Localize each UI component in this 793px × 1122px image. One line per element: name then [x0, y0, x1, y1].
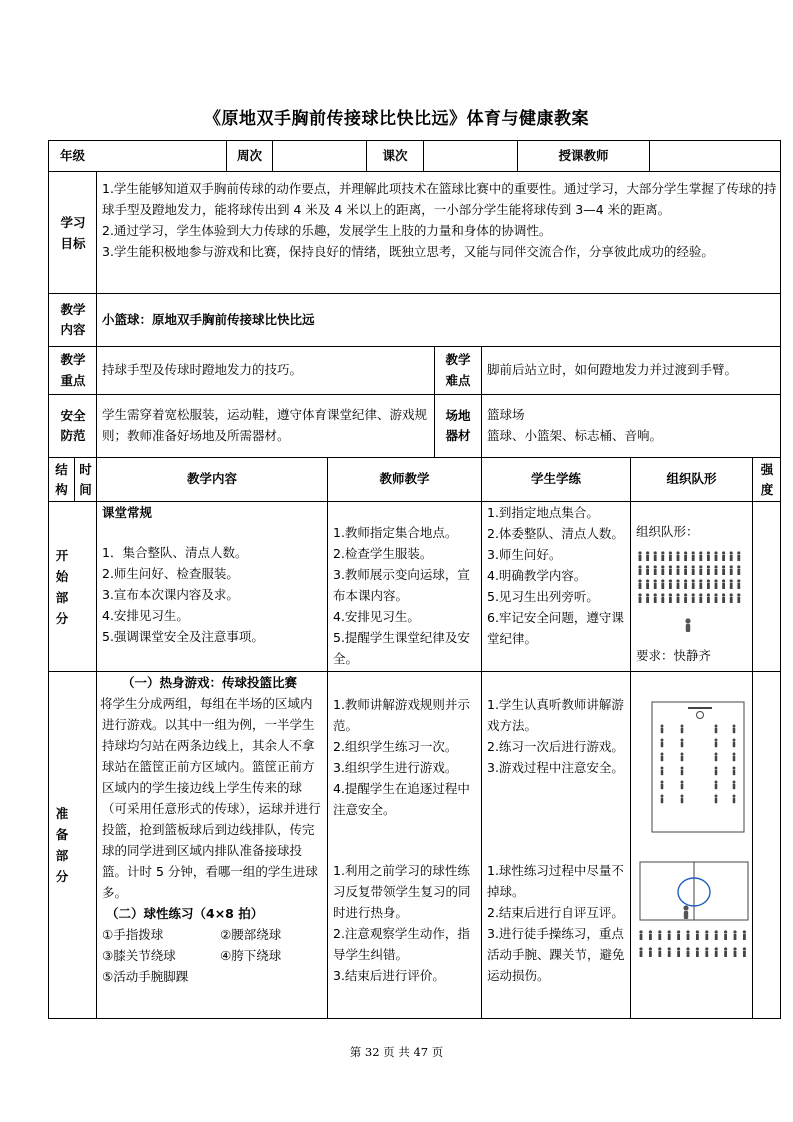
person-icon — [661, 798, 664, 803]
drill-court-diagram — [636, 858, 752, 970]
person-icon — [668, 930, 671, 933]
safety-label: 安全防范 — [60, 407, 86, 443]
person-icon — [681, 784, 684, 789]
person-icon — [743, 934, 746, 940]
col-organization: 组织队形 — [666, 471, 717, 487]
start-student-item: 4.明确教学内容。 — [487, 568, 587, 583]
objectives-list — [102, 178, 778, 262]
person-icon — [737, 593, 740, 596]
start-teacher-item: 2.检查学生服装。 — [333, 546, 433, 561]
person-icon — [743, 951, 746, 957]
prep-teacher-b — [333, 860, 478, 986]
week-label: 周次 — [236, 147, 262, 163]
person-icon — [692, 597, 695, 603]
person-icon — [661, 767, 664, 770]
start-content-item: 2.师生问好、检查服装。 — [102, 566, 239, 581]
person-icon — [715, 569, 718, 575]
person-icon — [639, 947, 642, 950]
person-icon — [681, 795, 684, 798]
person-icon — [737, 551, 740, 554]
person-icon — [649, 947, 652, 950]
start-content-title: 课堂常规 — [102, 505, 153, 520]
person-icon — [692, 579, 695, 582]
person-icon — [669, 551, 672, 554]
person-icon — [724, 947, 727, 950]
person-icon — [676, 593, 679, 596]
person-icon — [699, 597, 702, 603]
person-icon — [696, 951, 699, 957]
person-icon — [639, 569, 642, 575]
person-icon — [730, 565, 733, 568]
person-icon — [661, 555, 664, 561]
person-icon — [734, 934, 737, 940]
prep-student-item: 1.学生认真听教师讲解游戏方法。 — [487, 697, 624, 733]
prep-teacher-item: 1.利用之前学习的球性练习反复带领学生复习的同时进行热身。 — [333, 863, 471, 920]
person-icon — [715, 947, 718, 950]
prep-student-item: 2.练习一次后进行游戏。 — [487, 739, 624, 754]
person-icon — [743, 947, 746, 950]
person-icon — [715, 728, 718, 733]
start-teacher-item: 4.安排见习生。 — [333, 609, 420, 624]
person-icon — [661, 753, 664, 756]
person-icon — [737, 597, 740, 603]
person-icon — [661, 784, 664, 789]
person-icon — [677, 934, 680, 940]
person-icon — [722, 555, 725, 561]
person-icon — [668, 947, 671, 950]
col-structure: 结构 — [55, 461, 68, 497]
prep-content — [102, 672, 324, 987]
drill-item: ①手指拨球 — [102, 927, 164, 942]
person-icon — [715, 555, 718, 561]
person-icon — [654, 579, 657, 582]
drill-item: ⑤活动手腕脚踝 — [102, 969, 189, 984]
person-icon — [733, 753, 736, 756]
person-icon — [654, 555, 657, 561]
person-icon — [681, 725, 684, 728]
person-icon — [669, 597, 672, 603]
person-icon — [715, 597, 718, 603]
person-icon — [715, 798, 718, 803]
prep-teacher-item: 4.提醒学生在追逐过程中注意安全。 — [333, 781, 470, 817]
person-icon — [669, 583, 672, 589]
person-icon — [722, 593, 725, 596]
person-icon — [705, 947, 708, 950]
start-part-label: 开始部分 — [55, 547, 69, 626]
person-icon — [699, 583, 702, 589]
person-icon — [696, 934, 699, 940]
person-icon — [705, 951, 708, 957]
person-icon — [661, 583, 664, 589]
prep-part-label: 准备部分 — [55, 806, 69, 884]
person-icon — [638, 579, 641, 582]
lesson-label: 课次 — [382, 147, 408, 163]
person-icon — [654, 551, 657, 554]
document-title: 《原地双手胸前传接球比快比远》体育与健康教案 — [204, 109, 589, 129]
person-icon — [668, 934, 671, 940]
person-icon — [730, 551, 733, 554]
person-icon — [661, 739, 664, 742]
prep-student-item: 3.进行徒手操练习，重点活动手腕、踝关节，避免运动损伤。 — [487, 926, 625, 983]
person-icon — [646, 569, 649, 575]
person-icon — [668, 951, 671, 957]
prep-teacher-item: 1.教师讲解游戏规则并示范。 — [333, 697, 470, 733]
person-icon — [649, 934, 652, 940]
teacher-value — [650, 141, 780, 171]
person-icon — [661, 725, 664, 728]
person-icon — [707, 551, 710, 554]
person-icon — [681, 798, 684, 803]
person-icon — [658, 947, 661, 950]
person-icon — [640, 934, 643, 940]
person-icon — [737, 579, 740, 582]
prep-student-a — [487, 694, 628, 778]
person-icon — [677, 951, 680, 957]
difficulty-value: 脚前后站立时，如何蹬地发力并过渡到手臂。 — [487, 362, 738, 378]
person-icon — [733, 742, 736, 747]
start-teacher — [333, 522, 478, 669]
person-icon — [684, 593, 687, 596]
person-icon — [707, 555, 710, 561]
person-icon — [692, 593, 695, 596]
start-teacher-item: 1.教师指定集合地点。 — [333, 525, 458, 540]
key-points-label: 教学重点 — [60, 352, 86, 388]
venue-label: 场地器材 — [445, 407, 471, 443]
person-icon — [699, 593, 702, 596]
org-label: 组织队形： — [636, 524, 699, 539]
person-icon — [714, 579, 717, 582]
person-icon — [661, 579, 664, 582]
person-icon — [676, 551, 679, 554]
start-content-item: 3.宣布本次课内容及求。 — [102, 587, 239, 602]
person-icon — [661, 756, 664, 761]
start-student-item: 5.见习生出列旁听。 — [487, 589, 599, 604]
drill-item: ③膝关节绕球 — [102, 948, 176, 963]
person-icon — [699, 555, 702, 561]
person-icon — [646, 579, 649, 582]
person-icon — [737, 583, 740, 589]
person-icon — [733, 728, 736, 733]
start-teacher-item: 3.教师展示变向运球，宣布本课内容。 — [333, 567, 470, 603]
prep-student-item: 2.结束后进行自评互评。 — [487, 905, 624, 920]
safety-value: 学生需穿着宽松服装，运动鞋，遵守体育课堂纪律、游戏规则；教师准备好场地及所需器材。 — [102, 407, 428, 443]
grade-label: 年级 — [59, 147, 85, 163]
start-content-item: 1．集合整队、清点人数。 — [102, 545, 248, 560]
prep-teacher-item: 3.结束后进行评价。 — [333, 968, 445, 983]
person-icon — [722, 565, 725, 568]
person-icon — [699, 565, 702, 568]
person-icon — [730, 583, 733, 589]
person-icon — [692, 569, 695, 575]
drill-title: （二）球性练习（4×8 拍） — [106, 906, 264, 921]
person-icon — [722, 597, 725, 603]
person-icon — [737, 565, 740, 568]
person-icon — [733, 930, 736, 933]
grade-value — [97, 141, 226, 171]
person-icon — [722, 551, 725, 554]
person-icon — [722, 569, 725, 575]
person-icon — [733, 795, 736, 798]
person-icon — [743, 930, 746, 933]
person-icon — [733, 767, 736, 770]
person-icon — [661, 551, 664, 554]
person-icon — [661, 593, 664, 596]
person-icon — [714, 593, 717, 596]
person-icon — [638, 551, 641, 554]
person-icon — [681, 770, 684, 775]
person-icon — [733, 947, 736, 950]
person-icon — [669, 569, 672, 575]
person-icon — [669, 579, 672, 582]
person-icon — [692, 551, 695, 554]
org-requirement: 要求：快静齐 — [636, 648, 712, 663]
person-icon — [658, 930, 661, 933]
person-icon — [681, 742, 684, 747]
person-icon — [669, 593, 672, 596]
person-icon — [669, 555, 672, 561]
person-icon — [687, 951, 690, 957]
person-icon — [696, 930, 699, 933]
venue-line: 篮球场 — [487, 407, 525, 422]
venue-line: 篮球、小篮架、标志桶、音响。 — [487, 428, 663, 443]
person-icon — [639, 583, 642, 589]
person-icon — [681, 753, 684, 756]
person-icon — [715, 739, 718, 742]
start-student-item: 1.到指定地点集合。 — [487, 505, 599, 520]
person-icon — [733, 756, 736, 761]
person-icon — [686, 947, 689, 950]
col-teacher: 教师教学 — [379, 471, 430, 487]
start-teacher-item: 5.提醒学生课堂纪律及安全。 — [333, 630, 470, 666]
person-icon — [737, 569, 740, 575]
person-icon — [654, 583, 657, 589]
person-icon — [681, 739, 684, 742]
person-icon — [707, 597, 710, 603]
person-icon — [733, 798, 736, 803]
person-icon — [692, 583, 695, 589]
person-icon — [730, 579, 733, 582]
start-student-item: 2.体委整队、清点人数。 — [487, 526, 624, 541]
week-value — [273, 141, 366, 171]
person-icon — [649, 930, 652, 933]
person-icon — [707, 569, 710, 575]
person-icon — [658, 951, 661, 957]
person-icon — [705, 930, 708, 933]
person-icon — [677, 947, 680, 950]
person-icon — [684, 555, 687, 561]
teacher-label: 授课教师 — [558, 147, 609, 163]
person-icon — [684, 583, 687, 589]
person-icon — [677, 597, 680, 603]
page-footer: 第 32 页 共 47 页 — [349, 1045, 444, 1059]
person-icon — [734, 951, 737, 957]
prep-student-item: 3.游戏过程中注意安全。 — [487, 760, 624, 775]
person-icon — [638, 593, 641, 596]
person-icon — [737, 555, 740, 561]
content-label: 教学内容 — [60, 301, 86, 337]
person-icon — [661, 569, 664, 575]
start-content — [102, 502, 324, 647]
person-icon — [715, 742, 718, 747]
person-icon — [677, 930, 680, 933]
person-icon — [715, 756, 718, 761]
person-icon — [715, 795, 718, 798]
person-icon — [661, 565, 664, 568]
person-icon — [661, 795, 664, 798]
start-student-item: 3.师生问好。 — [487, 547, 562, 562]
person-icon — [684, 551, 687, 554]
person-icon — [684, 579, 687, 582]
person-icon — [640, 951, 643, 957]
person-icon — [646, 551, 649, 554]
prep-student-item: 1.球性练习过程中尽量不掉球。 — [487, 863, 624, 899]
col-time: 时间 — [79, 461, 92, 497]
person-icon — [715, 753, 718, 756]
person-icon — [639, 597, 642, 603]
person-icon — [646, 593, 649, 596]
person-icon — [707, 565, 710, 568]
person-icon — [677, 569, 680, 575]
start-student-item: 6.牢记安全问题，遵守课堂纪律。 — [487, 610, 624, 646]
person-icon — [715, 930, 718, 933]
person-icon — [724, 930, 727, 933]
person-icon — [733, 784, 736, 789]
person-icon — [661, 742, 664, 747]
person-icon — [714, 565, 717, 568]
person-icon — [654, 569, 657, 575]
start-student — [487, 502, 628, 649]
person-icon — [646, 555, 649, 561]
person-icon — [692, 565, 695, 568]
person-icon — [715, 781, 718, 784]
person-icon — [724, 951, 727, 957]
game-court-diagram — [640, 690, 752, 838]
person-icon — [730, 569, 733, 575]
person-icon — [699, 569, 702, 575]
person-icon — [715, 725, 718, 728]
person-icon — [661, 728, 664, 733]
person-icon — [686, 930, 689, 933]
person-icon — [715, 583, 718, 589]
person-icon — [733, 781, 736, 784]
drill-item: ④胯下绕球 — [220, 948, 282, 963]
objectives-label: 学习目标 — [60, 214, 86, 251]
person-icon — [681, 728, 684, 733]
col-student: 学生学练 — [530, 471, 581, 487]
person-icon — [649, 951, 652, 957]
prep-student-b — [487, 860, 628, 986]
lesson-value — [424, 141, 517, 171]
person-icon — [654, 593, 657, 596]
content-value: 小篮球：原地双手胸前传接球比快比远 — [102, 311, 315, 327]
person-icon — [646, 583, 649, 589]
person-icon — [715, 770, 718, 775]
person-icon — [730, 597, 733, 603]
person-icon — [715, 784, 718, 789]
venue-value — [487, 404, 777, 446]
prep-teacher-item: 2.组织学生练习一次。 — [333, 739, 458, 754]
person-icon — [661, 597, 664, 603]
drill-item: ②腰部绕球 — [220, 927, 282, 942]
person-icon — [681, 756, 684, 761]
person-icon — [687, 934, 690, 940]
person-icon — [733, 725, 736, 728]
person-icon — [699, 551, 702, 554]
person-icon — [646, 597, 649, 603]
difficulty-label: 教学难点 — [445, 352, 471, 388]
prep-teacher-item: 2.注意观察学生动作，指导学生纠错。 — [333, 926, 470, 962]
person-icon — [654, 565, 657, 568]
person-icon — [722, 579, 725, 582]
person-icon — [661, 781, 664, 784]
person-icon — [676, 579, 679, 582]
person-icon — [681, 781, 684, 784]
game-description: 将学生分成两组，每组在半场的区域内进行游戏。以其中一组为例，一半学生持球均匀站在两条边线上，其余人不拿球站在篮筐正前方区域内。篮筐正前方区域内的学生接边线上学生传来的球（可采用任意形式的传球），运球并进行投篮，抢到篮板球后到边线排队，传完球的同学进到区域内排队准备接球投篮。计时 5 分钟，看哪一组的学生进球多。 — [100, 696, 321, 900]
person-icon — [724, 934, 727, 940]
person-icon — [715, 767, 718, 770]
person-icon — [646, 565, 649, 568]
prep-teacher-a — [333, 694, 478, 820]
person-icon — [714, 551, 717, 554]
person-icon — [684, 565, 687, 568]
start-content-item: 5.强调课堂安全及注意事项。 — [102, 629, 264, 644]
person-icon — [638, 565, 641, 568]
person-icon — [681, 767, 684, 770]
person-icon — [733, 770, 736, 775]
person-icon — [676, 565, 679, 568]
key-points-value: 持球手型及传球时蹬地发力的技巧。 — [102, 362, 303, 378]
person-icon — [722, 583, 725, 589]
objective-item: 2.通过学习，学生体验到大力传球的乐趣，发展学生上肢的力量和身体的协调性。 — [102, 223, 552, 238]
person-icon — [715, 934, 718, 940]
objective-item: 3.学生能积极地参与游戏和比赛，保持良好的情绪，既独立思考，又能与同伴交流合作，分享彼此成功的经验。 — [102, 244, 714, 259]
person-icon — [699, 579, 702, 582]
person-icon — [707, 579, 710, 582]
person-icon — [654, 597, 657, 603]
person-icon — [677, 583, 680, 589]
objective-item: 1.学生能够知道双手胸前传球的动作要点，并理解此项技术在篮球比赛中的重要性。通过学习，大部分学生掌握了传球的持球手型及蹬地发力，能将球传出到 4 米及 4 米以上的距离，一小部分学生能将球传到 3—4 米的距离。 — [102, 181, 777, 217]
person-icon — [696, 947, 699, 950]
start-content-item: 4.安排见习生。 — [102, 608, 189, 623]
person-icon — [684, 597, 687, 603]
person-icon — [677, 555, 680, 561]
person-icon — [715, 951, 718, 957]
person-icon — [639, 555, 642, 561]
person-icon — [658, 934, 661, 940]
person-icon — [707, 583, 710, 589]
prep-teacher-item: 3.组织学生进行游戏。 — [333, 760, 458, 775]
person-icon — [661, 770, 664, 775]
col-intensity: 强度 — [760, 461, 774, 497]
person-icon — [707, 593, 710, 596]
person-icon — [730, 593, 733, 596]
person-icon — [692, 555, 695, 561]
person-icon — [669, 565, 672, 568]
person-icon — [684, 569, 687, 575]
person-icon — [705, 934, 708, 940]
person-icon — [730, 555, 733, 561]
game-title: （一）热身游戏：传球投篮比赛 — [122, 675, 298, 690]
person-icon — [639, 930, 642, 933]
col-content: 教学内容 — [186, 471, 237, 487]
person-icon — [733, 739, 736, 742]
formation-diagram — [636, 549, 748, 641]
